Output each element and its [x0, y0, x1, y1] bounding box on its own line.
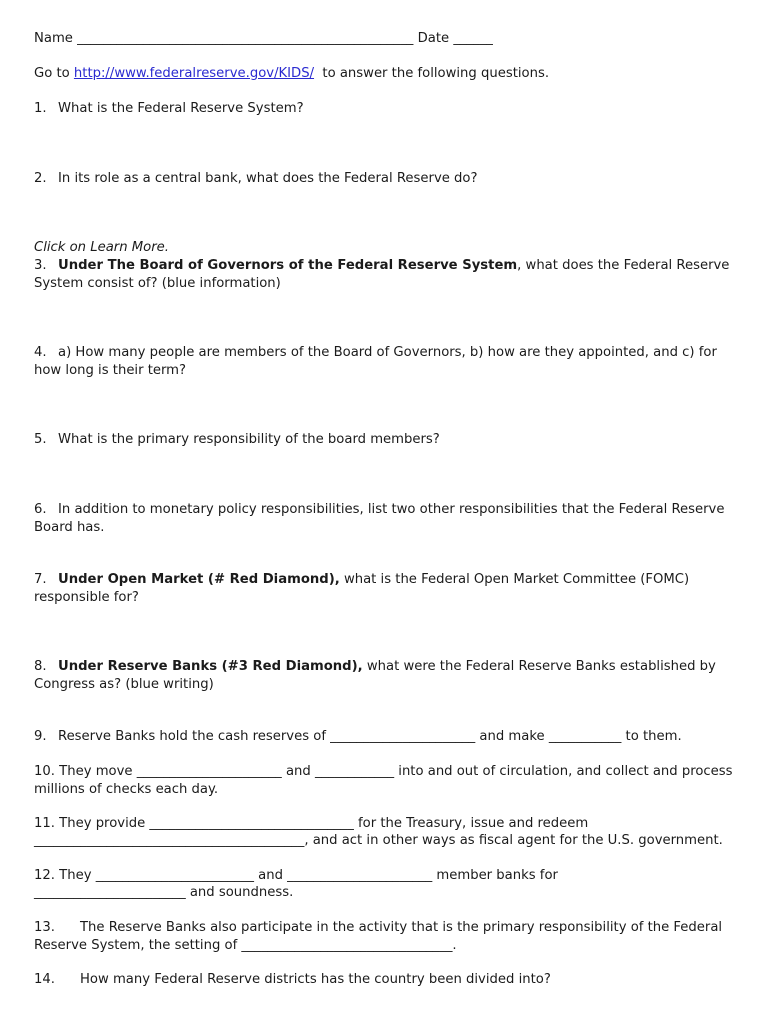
question-13	[34, 919, 740, 954]
question-3-text: , what does the Federal Reserve System consist of? (blue information)	[34, 258, 730, 291]
question-12-line-2: _______________________ and soundness.	[34, 885, 294, 900]
name-label: Name	[34, 31, 73, 46]
question-6	[34, 501, 740, 536]
question-9	[34, 728, 740, 746]
question-12-line-1: 12. They ________________________ and ______________________ member banks for	[34, 868, 558, 883]
question-5-number: 5.	[34, 432, 47, 447]
question-2	[34, 170, 740, 188]
question-8-number: 8.	[34, 659, 47, 674]
question-3-number: 3.	[34, 258, 47, 273]
intro-prefix: Go to	[34, 66, 74, 81]
question-7-heading: Under Open Market (# Red Diamond),	[58, 572, 340, 587]
question-1	[34, 100, 740, 118]
question-4-number: 4.	[34, 345, 47, 360]
question-5-text: What is the primary responsibility of the board members?	[58, 432, 440, 447]
question-1-number: 1.	[34, 101, 47, 116]
question-6-text: In addition to monetary policy responsibilities, list two other responsibilities that the Federal Reserve Board has.	[34, 502, 725, 535]
question-14-number: 14.	[34, 972, 55, 987]
federal-reserve-kids-link[interactable]: http://www.federalreserve.gov/KIDS/	[73, 66, 315, 81]
question-8-heading: Under Reserve Banks (#3 Red Diamond),	[58, 659, 363, 674]
question-5	[34, 431, 740, 449]
question-9-text: Reserve Banks hold the cash reserves of ______________________ and make ___________ to them.	[58, 729, 682, 744]
question-11-line-2: _________________________________________, and act in other ways as fiscal agent for the U.S. government.	[34, 833, 723, 848]
intro-suffix: to answer the following questions.	[314, 66, 550, 81]
question-4	[34, 344, 740, 379]
question-11-line-1: 11. They provide _______________________________ for the Treasury, issue and redeem	[34, 816, 589, 831]
date-blank[interactable]: ______	[453, 31, 493, 46]
question-4-text: a) How many people are members of the Board of Governors, b) how are they appointed, and c) for how long is their term?	[34, 345, 717, 378]
question-1-text: What is the Federal Reserve System?	[58, 101, 304, 116]
question-13-number: 13.	[34, 920, 55, 935]
date-label: Date	[417, 31, 450, 46]
question-7	[34, 571, 740, 606]
header-line	[34, 30, 740, 48]
question-14	[34, 971, 740, 989]
question-8	[34, 658, 740, 693]
question-9-number: 9.	[34, 729, 47, 744]
question-8-text: what were the Federal Reserve Banks established by Congress as? (blue writing)	[34, 659, 716, 692]
question-6-number: 6.	[34, 502, 47, 517]
question-14-text: How many Federal Reserve districts has the country been divided into?	[80, 972, 551, 987]
question-2-number: 2.	[34, 171, 47, 186]
question-13-text: The Reserve Banks also participate in the activity that is the primary responsibility of the Federal Reserve System, the setting of ________________________________.	[34, 920, 723, 953]
intro-line	[34, 65, 740, 83]
question-10: 10. They move ______________________ and ____________ into and out of circulation, and collect and process millions of checks each day.	[34, 764, 733, 797]
question-2-text: In its role as a central bank, what does the Federal Reserve do?	[58, 171, 478, 186]
question-7-text: what is the Federal Open Market Committee (FOMC) responsible for?	[34, 572, 690, 605]
learn-more-instruction: Click on Learn More.	[34, 240, 169, 255]
question-7-number: 7.	[34, 572, 47, 587]
question-3	[34, 257, 740, 292]
question-3-heading: Under The Board of Governors of the Federal Reserve System	[58, 258, 518, 273]
name-blank[interactable]: ___________________________________________________	[77, 31, 414, 46]
